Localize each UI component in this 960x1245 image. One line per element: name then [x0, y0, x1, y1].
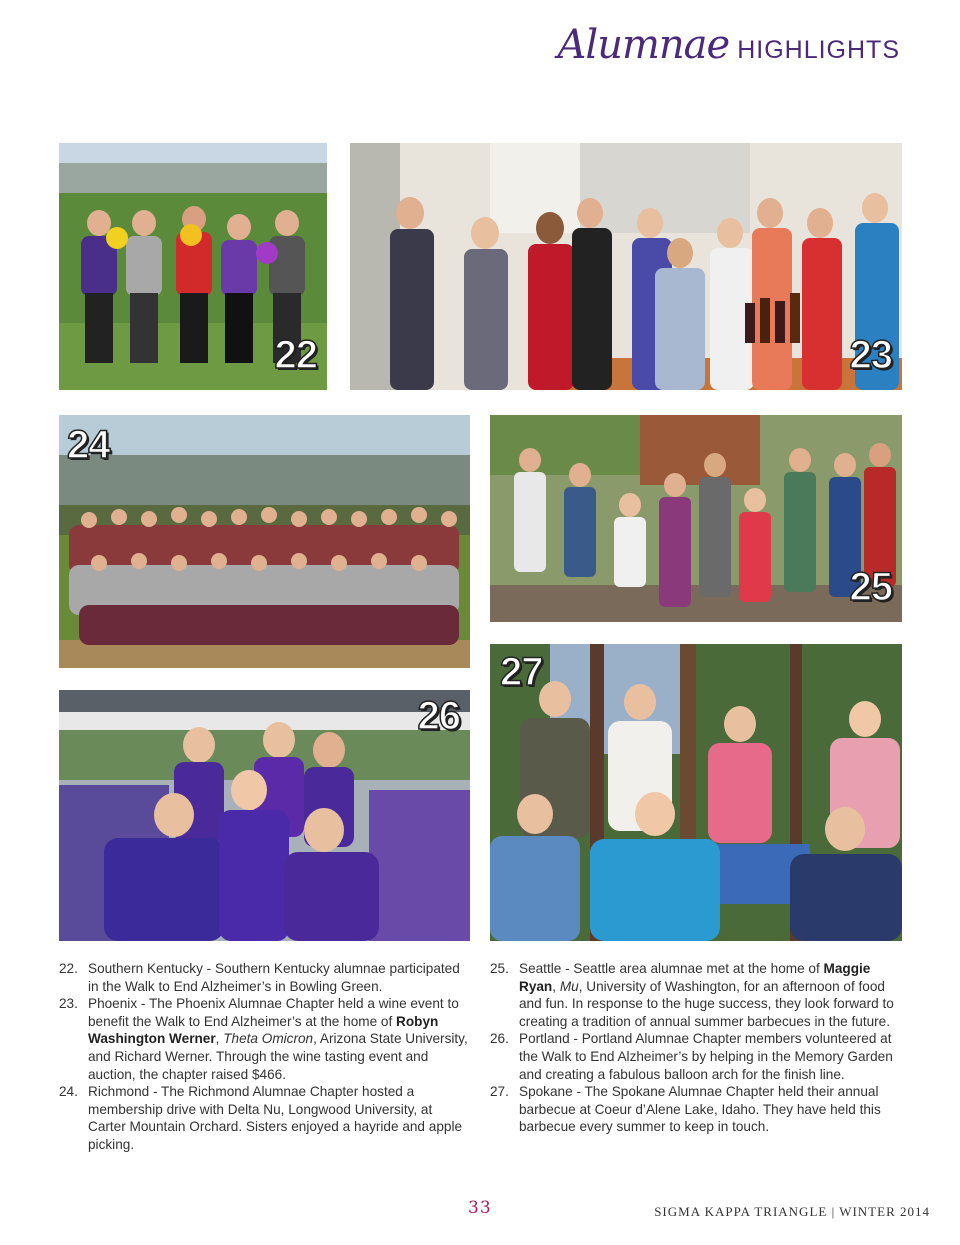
caption-number: 25. [490, 961, 509, 976]
caption-number: 22. [59, 961, 78, 976]
photo-richmond [59, 415, 470, 668]
caption-item [59, 995, 469, 1083]
caption-number: 27. [490, 1084, 509, 1100]
photo-number-25: 25 [849, 565, 892, 609]
photo-phoenix [350, 143, 902, 390]
photo-number-23: 23 [849, 333, 892, 377]
photo-spokane [490, 644, 902, 941]
photo-number-26: 26 [417, 694, 460, 738]
section-header [558, 22, 900, 68]
photo-24-illustration [59, 415, 470, 668]
caption-text: Southern Kentucky - Southern Kentucky alumnae participated in the Walk to End Alzheimer’s in Bowling Green. [88, 961, 460, 994]
caption-text: Richmond - The Richmond Alumnae Chapter hosted a membership drive with Delta Nu, Longwood University, at Carter Mountain Orchard. Sisters enjoyed a hayride and apple picking. [88, 1084, 463, 1152]
caption-text: Portland - Portland Alumnae Chapter members volunteered at the Walk to End Alzheimer’s by helping in the Memory Garden and creating a fabulous balloon arch for the finish line. [519, 1031, 893, 1082]
caption-number: 23. [59, 996, 78, 1012]
page-number: 33 [468, 1198, 492, 1218]
caption-number: 26. [490, 1031, 509, 1047]
photo-27-illustration [490, 644, 902, 941]
magazine-footer: SIGMA KAPPA TRIANGLE | WINTER 2014 [654, 1204, 930, 1219]
photo-southern-kentucky [59, 143, 327, 390]
photo-number-22: 22 [274, 333, 317, 377]
photo-portland [59, 690, 470, 941]
header-caps-word: HIGHLIGHTS [737, 36, 900, 64]
caption-item [59, 1083, 469, 1153]
photo-23-illustration [350, 143, 902, 390]
caption-item [59, 960, 469, 995]
caption-text: Seattle - Seattle area alumnae met at the home of Maggie Ryan, Mu, University of Washington, for an afternoon of food and fun. In response to the huge success, they look forward to creating a tradition of annual summer barbecues in the future. [519, 961, 894, 1029]
captions-right-column [490, 960, 902, 1136]
caption-number: 24. [59, 1084, 78, 1100]
photo-number-27: 27 [500, 650, 543, 694]
photo-seattle [490, 415, 902, 622]
caption-item [490, 960, 902, 1030]
caption-text: Spokane - The Spokane Alumnae Chapter held their annual barbecue at Coeur d’Alene Lake, Idaho. They have held this barbecue every summer to keep in touch. [519, 1084, 881, 1135]
photo-26-illustration [59, 690, 470, 941]
caption-text: Phoenix - The Phoenix Alumnae Chapter held a wine event to benefit the Walk to End Alzheimer’s at the home of Robyn Washington Werner, Theta Omicron, Arizona State University, and Richard Werner. Through the wine tasting event and auction, the chapter raised $466. [88, 996, 468, 1082]
photo-number-24: 24 [67, 423, 110, 467]
caption-item [490, 1030, 902, 1083]
captions-left-column [59, 960, 469, 1154]
caption-item [490, 1083, 902, 1136]
photo-25-illustration [490, 415, 902, 622]
header-script-word: Alumnae [557, 22, 730, 68]
